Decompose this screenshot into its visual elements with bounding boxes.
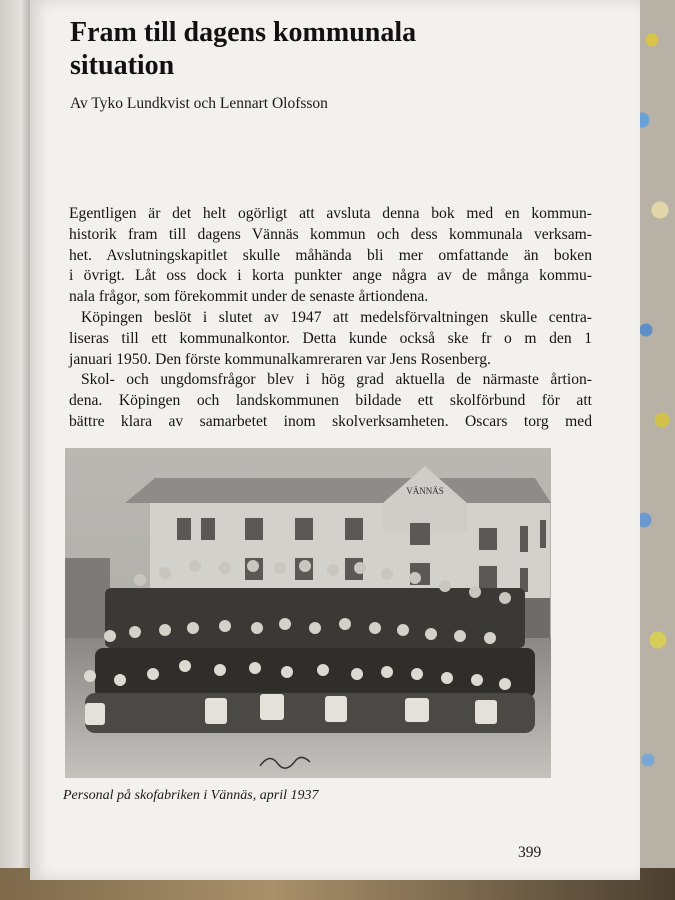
text-line: januari 1950. Den förste kommunalkamreraren var Jens Rosenberg. xyxy=(69,350,491,368)
page-number: 399 xyxy=(518,844,542,861)
text-line: Egentligen är det helt ogörligt att avsluta denna bok med en kommun- xyxy=(69,205,592,222)
article-body xyxy=(69,204,592,433)
article-authors: Av Tyko Lundkvist och Lennart Olofsson xyxy=(70,95,328,112)
text-line: dena. Köpingen och landskommunen bildade ett skolförbund för att xyxy=(69,392,592,410)
text-line: nala frågor, som förekommit under de senaste årtiondena. xyxy=(69,288,429,306)
previous-page-edge xyxy=(0,0,30,900)
book-page xyxy=(30,0,640,880)
text-line: Köpingen beslöt i slutet av 1947 att medelsförvaltningen skulle centra- xyxy=(81,308,592,326)
photo-caption: Personal på skofabriken i Vännäs, april 1937 xyxy=(63,788,319,803)
text-line: het. Avslutningskapitlet skulle måhända bli mer omfattande än boken xyxy=(69,246,592,264)
text-line: i övrigt. Låt oss dock i korta punkter ange några av de många kommu- xyxy=(69,267,592,285)
article-title xyxy=(70,16,530,82)
title-line-2: situation xyxy=(70,50,175,81)
title-line-1: Fram till dagens kommunala xyxy=(70,17,417,48)
text-line: bättre klara av samarbetet inom skolverksamheten. Oscars torg med xyxy=(69,412,592,430)
paragraph-3 xyxy=(69,370,592,432)
text-line: historik fram till dagens Vännäs kommun och dess kommunala verksam- xyxy=(69,225,592,243)
text-line: Skol- och ungdomsfrågor blev i hög grad aktuella de närmaste årtion- xyxy=(81,371,592,389)
building-sign: VÄNNÄS xyxy=(406,486,444,496)
paragraph-2 xyxy=(69,308,592,370)
paragraph-1 xyxy=(69,204,592,308)
text-line: liseras till ett kommunalkontor. Detta kunde också ske fr o m den 1 xyxy=(69,329,592,347)
historical-group-photo xyxy=(65,448,551,778)
photo-illustration xyxy=(65,448,551,778)
